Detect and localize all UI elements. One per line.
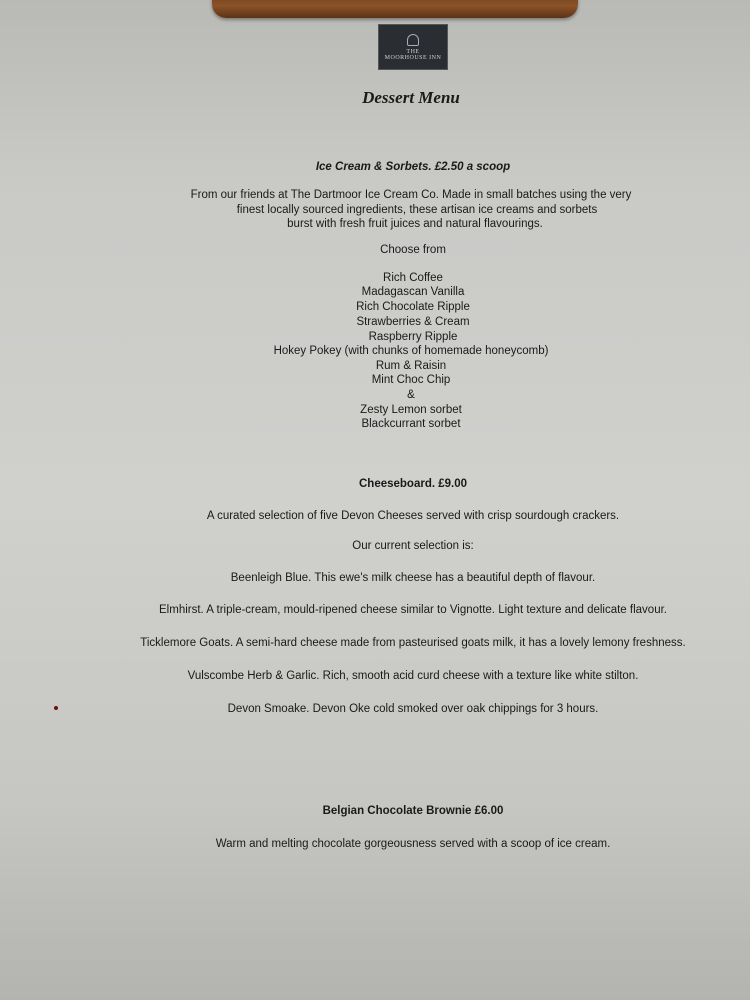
cheeseboard-intro: A curated selection of five Devon Cheeses served with crisp sourdough crackers. — [206, 510, 620, 522]
cheese-item: Vulscombe Herb & Garlic. Rich, smooth acid curd cheese with a texture like white stilton. — [187, 670, 639, 682]
flavour-item: Rum & Raisin — [375, 360, 447, 372]
flavour-item: Zesty Lemon sorbet — [360, 404, 462, 416]
flavour-item: Madagascan Vanilla — [361, 286, 465, 298]
flavour-item: Strawberries & Cream — [356, 316, 470, 328]
flavour-item: Mint Choc Chip — [371, 374, 451, 386]
choose-from-label: Choose from — [380, 244, 446, 256]
ice-cream-description-line: From our friends at The Dartmoor Ice Cream Co. Made in small batches using the very — [190, 189, 632, 201]
logo-text-line1: THE — [406, 48, 420, 55]
brownie-heading: Belgian Chocolate Brownie £6.00 — [322, 805, 504, 817]
cheeseboard-selection-label: Our current selection is: — [352, 540, 474, 552]
clipboard-clip — [212, 0, 578, 18]
logo-emblem-icon — [407, 34, 419, 46]
flavour-item: & — [407, 389, 415, 401]
ice-cream-heading: Ice Cream & Sorbets. £2.50 a scoop — [315, 161, 511, 173]
flavour-item: Blackcurrant sorbet — [361, 418, 461, 430]
restaurant-logo — [378, 24, 448, 70]
ice-cream-description-line: finest locally sourced ingredients, these artisan ice creams and sorbets — [236, 204, 598, 216]
paper-mark — [54, 706, 58, 710]
cheese-item: Elmhirst. A triple-cream, mould-ripened cheese similar to Vignotte. Light texture and delicate flavour. — [159, 604, 667, 616]
flavour-item: Rich Coffee — [383, 272, 443, 284]
cheeseboard-heading: Cheeseboard. £9.00 — [358, 478, 468, 490]
cheese-item: Ticklemore Goats. A semi-hard cheese made from pasteurised goats milk, it has a lovely lemony freshness. — [140, 637, 686, 649]
menu-title: Dessert Menu — [362, 88, 460, 107]
cheese-item: Devon Smoake. Devon Oke cold smoked over oak chippings for 3 hours. — [227, 703, 599, 715]
logo-text-line2: MOORHOUSE INN — [384, 54, 442, 61]
flavour-item: Hokey Pokey (with chunks of homemade honeycomb) — [273, 345, 549, 357]
ice-cream-description-line: burst with fresh fruit juices and natural flavourings. — [287, 218, 543, 230]
brownie-description: Warm and melting chocolate gorgeousness served with a scoop of ice cream. — [215, 838, 611, 850]
flavour-item: Rich Chocolate Ripple — [356, 301, 470, 313]
flavour-item: Raspberry Ripple — [368, 331, 458, 343]
cheese-item: Beenleigh Blue. This ewe's milk cheese has a beautiful depth of flavour. — [230, 572, 596, 584]
